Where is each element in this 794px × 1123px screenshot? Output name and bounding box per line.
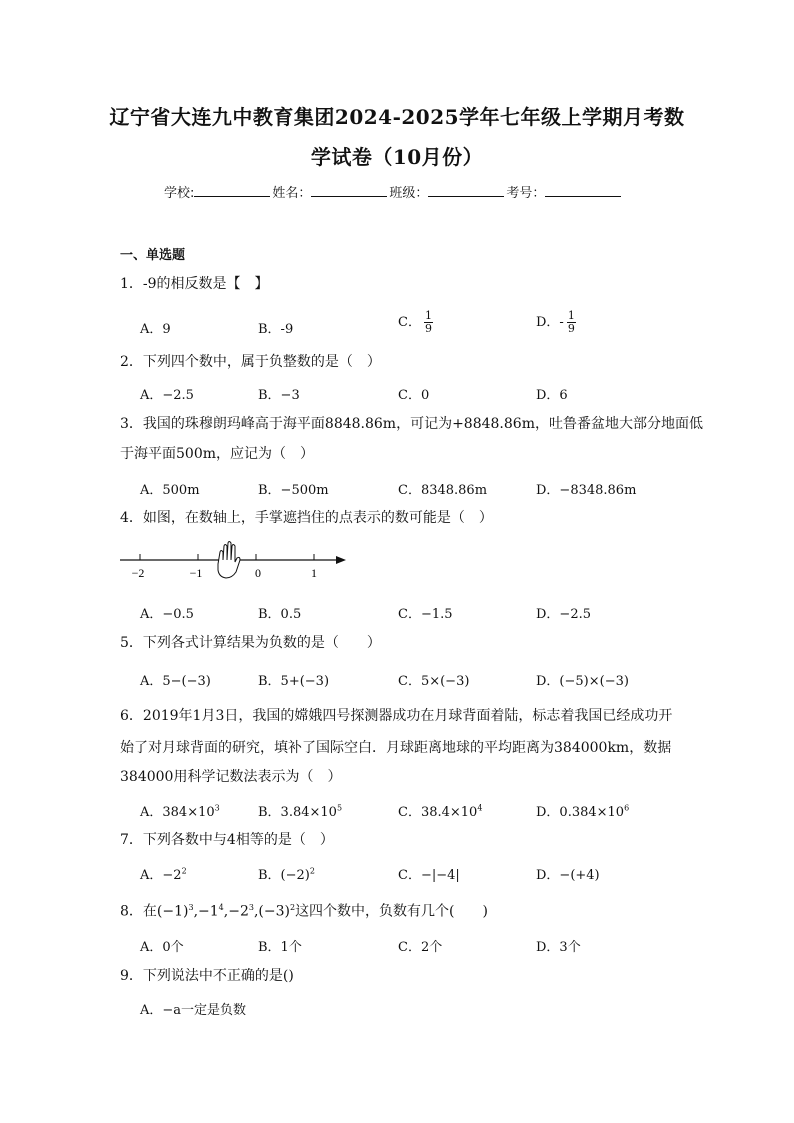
question-9-stem: 9．下列说法中不正确的是() — [120, 968, 294, 984]
q3-option-b: B．−500m — [258, 483, 329, 498]
question-3-stem-line-1: 3．我国的珠穆朗玛峰高于海平面8848.86m，可记为+8848.86m，吐鲁番盆地大部分地面低 — [120, 416, 703, 432]
question-6-stem-line-3: 384000用科学记数法表示为（ ） — [120, 769, 342, 785]
question-4-stem: 4．如图，在数轴上，手掌遮挡住的点表示的数可能是（ ） — [120, 510, 493, 526]
q3-option-c: C．8348.86m — [398, 483, 488, 498]
number-line-figure — [118, 540, 358, 582]
q6-option-d: D．$0.384\times 10^6$ — [536, 803, 630, 820]
q6-option-a: A．$384\times 10^3$ — [140, 803, 220, 820]
school-blank — [194, 182, 270, 197]
q6-option-c: C．$38.4\times 10^4$ — [398, 803, 483, 820]
question-7-stem: 7．下列各数中与4相等的是（ ） — [120, 832, 334, 848]
exam-title-line-1: 辽宁省大连九中教育集团2024-2025学年七年级上学期月考数 — [109, 105, 685, 129]
q5-option-c: C．5×(−3) — [398, 674, 470, 689]
q5-option-a: A．5−(−3) — [140, 674, 211, 689]
tick-label: 0 — [255, 566, 261, 580]
student-info-row — [164, 182, 623, 201]
question-6-stem-line-1: 6．2019年1月3日，我国的嫦娥四号探测器成功在月球背面着陆，标志着我国已经成功开 — [120, 708, 673, 724]
tick-label: −2 — [131, 566, 145, 580]
q2-option-c: C．0 — [398, 388, 430, 403]
name-label: 姓名： — [272, 186, 312, 201]
q8-option-d: D．3个 — [536, 940, 581, 955]
q4-option-d: D．−2.5 — [536, 607, 591, 622]
q1-option-b: B．-9 — [258, 322, 294, 337]
q6-option-b: B．$3.84\times 10^5$ — [258, 803, 343, 820]
exam-title-line-2: 学试卷（10月份） — [310, 145, 484, 169]
class-blank — [428, 182, 504, 197]
fraction: $\frac{1}{9}$ — [567, 309, 575, 335]
q4-option-c: C．−1.5 — [398, 607, 453, 622]
q8-option-a: A．0个 — [140, 940, 184, 955]
q9-option-a: A．−a一定是负数 — [140, 1003, 247, 1018]
section-heading: 一、单选题 — [120, 248, 186, 263]
q2-option-b: B．−3 — [258, 388, 300, 403]
q2-option-a: A．−2.5 — [140, 388, 194, 403]
tick-label: 1 — [311, 566, 317, 580]
name-blank — [311, 182, 387, 197]
exam-no-blank — [545, 182, 621, 197]
q8-option-b: B．1个 — [258, 940, 302, 955]
question-1-stem: 1．-9的相反数是【 】 — [120, 276, 269, 292]
question-5-stem: 5．下列各式计算结果为负数的是（ ） — [120, 635, 381, 651]
q1-option-d: D．- $\frac{1}{9}$ — [536, 309, 575, 335]
exam-no-label: 考号： — [506, 186, 546, 201]
hand-icon — [218, 542, 240, 579]
q3-option-a: A．500m — [140, 483, 200, 498]
q2-option-d: D．6 — [536, 388, 568, 403]
class-label: 班级： — [389, 186, 429, 201]
q4-option-a: A．−0.5 — [140, 607, 194, 622]
q7-option-b: B．$(-2)^2$ — [258, 866, 315, 883]
q4-option-b: B．0.5 — [258, 607, 302, 622]
q7-option-a: A．$-2^2$ — [140, 866, 187, 883]
tick-label: −1 — [189, 566, 203, 580]
question-6-stem-line-2: 始了对月球背面的研究，填补了国际空白．月球距离地球的平均距离为384000km，数据 — [120, 740, 672, 756]
question-3-stem-line-2: 于海平面500m，应记为（ ） — [120, 446, 314, 462]
q7-option-d: D．−(+4) — [536, 868, 600, 883]
arrow-head-icon — [336, 556, 346, 564]
q5-option-b: B．5+(−3) — [258, 674, 330, 689]
fraction: $\frac{1}{9}$ — [424, 309, 432, 335]
q1-option-a: A．9 — [140, 322, 171, 337]
q3-option-d: D．−8348.86m — [536, 483, 637, 498]
q8-option-c: C．2个 — [398, 940, 443, 955]
q5-option-d: D．(−5)×(−3) — [536, 674, 629, 689]
school-label: 学校: — [164, 186, 195, 201]
q7-option-c: C．−|−4| — [398, 868, 460, 883]
q1-option-c: C． $\frac{1}{9}$ — [398, 309, 432, 335]
question-8-stem: 8．在$(-1)^3,-1^4,-2^3,(-3)^2$这四个数中，负数有几个( ) — [120, 903, 488, 920]
question-2-stem: 2．下列四个数中，属于负整数的是（ ） — [120, 354, 381, 370]
